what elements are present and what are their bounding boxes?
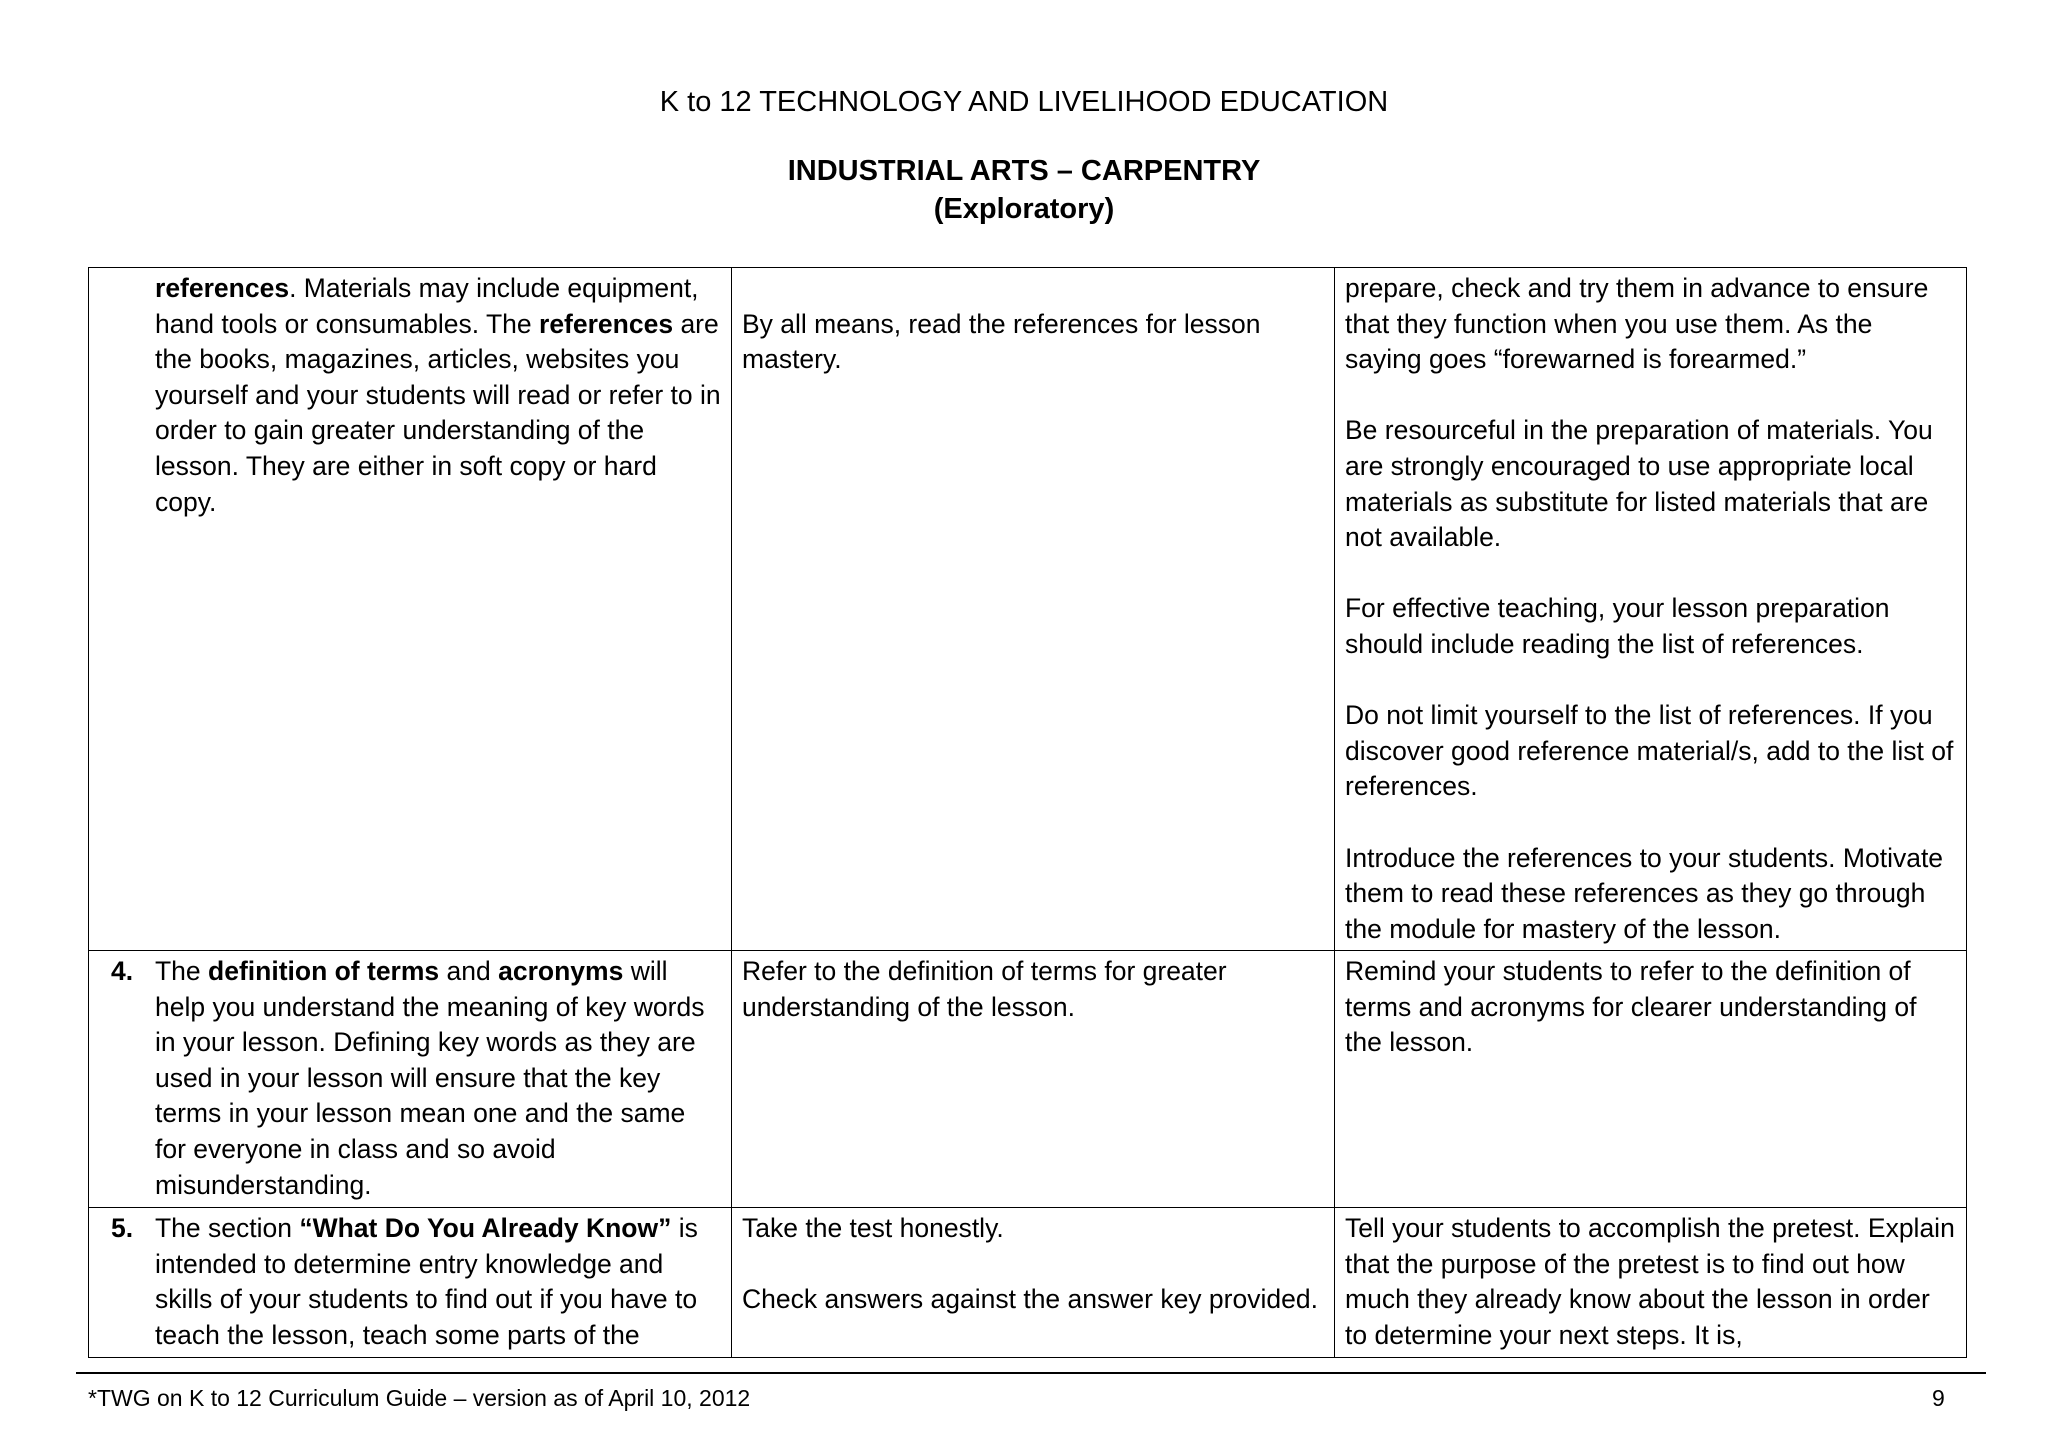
paragraph: Do not limit yourself to the list of references. If you discover good reference material/s, add to the list of references.: [1345, 700, 1954, 802]
text-run: and: [439, 956, 499, 986]
item-number: 5.: [111, 1213, 134, 1243]
paragraph: Introduce the references to your students. Motivate them to read these references as they go through the module for mastery of the lesson.: [1345, 842, 1944, 944]
bold-term: “What Do You Already Know”: [299, 1213, 672, 1243]
paragraph: Take the test honestly.: [742, 1213, 1004, 1243]
paragraph: prepare, check and try them in advance to ensure that they function when you use them. As the saying goes “forewarned is forearmed.”: [1345, 273, 1929, 375]
table-cell-teacher-tasks: [1335, 268, 1967, 951]
document-title: K to 12 TECHNOLOGY AND LIVELIHOOD EDUCATION: [659, 86, 1389, 118]
footer-note: *TWG on K to 12 Curriculum Guide – version as of April 10, 2012: [88, 1385, 751, 1411]
bold-term: acronyms: [498, 956, 624, 986]
text-run: will help you understand the meaning of key words in your lesson. Defining key words as they are used in your lesson will ensure that the key terms in your lesson mean one and the same for everyone in class and so avoid misunderstanding.: [155, 956, 705, 1200]
paragraph: Refer to the definition of terms for greater understanding of the lesson.: [742, 956, 1227, 1022]
paragraph: Be resourceful in the preparation of materials. You are strongly encouraged to use appropriate local materials as substitute for listed materials that are not available.: [1345, 415, 1933, 553]
table-cell-student-tasks: [732, 1208, 1335, 1358]
paragraph: Remind your students to refer to the definition of terms and acronyms for clearer understanding of the lesson.: [1345, 956, 1917, 1058]
table-cell-teacher-tasks: [1335, 951, 1967, 1208]
text-run: . Materials may include equipment, hand tools or consumables. The: [155, 273, 699, 339]
table-cell-description: [89, 1208, 732, 1358]
paragraph: Check answers against the answer key provided.: [742, 1284, 1318, 1315]
bold-term: references: [539, 308, 674, 339]
description-text: [155, 954, 721, 1203]
subtitle-line-2: (Exploratory): [933, 193, 1115, 225]
table-cell-teacher-tasks: [1335, 1208, 1967, 1358]
document-subtitle: [0, 152, 2048, 228]
bold-term: definition of terms: [208, 956, 440, 986]
item-number: 4.: [111, 956, 134, 986]
table-cell-description: [89, 951, 732, 1208]
footer-divider: [76, 1372, 1986, 1374]
paragraph: For effective teaching, your lesson preparation should include reading the list of references.: [1345, 593, 1890, 659]
table-row: [89, 268, 1967, 951]
text-run: The section: [155, 1213, 300, 1243]
page-number: 9: [1932, 1385, 1945, 1411]
table-row: [89, 1208, 1967, 1358]
text-run: are the books, magazines, articles, websites you yourself and your students will read or refer to in order to gain greater understanding of the lesson. They are either in soft copy or hard copy.: [155, 308, 721, 517]
paragraph: Tell your students to accomplish the pretest. Explain that the purpose of the pretest is to find out how much they already know about the lesson in order to determine your next steps. It is,: [1345, 1213, 1955, 1350]
description-text: [155, 271, 721, 520]
table-row: [89, 951, 1967, 1208]
text-run: The: [155, 956, 209, 986]
paragraph: By all means, read the references for lesson mastery.: [742, 308, 1261, 375]
text-run: is intended to determine entry knowledge and skills of your students to find out if you have to teach the lesson, teach some parts of the: [155, 1213, 698, 1350]
subtitle-line-1: INDUSTRIAL ARTS – CARPENTRY: [787, 155, 1261, 187]
table-cell-student-tasks: [732, 268, 1335, 951]
description-text: [155, 1211, 721, 1353]
guide-table: [88, 267, 1967, 1358]
table-cell-student-tasks: [732, 951, 1335, 1208]
table-cell-description: [89, 268, 732, 951]
bold-term: references: [155, 273, 290, 303]
